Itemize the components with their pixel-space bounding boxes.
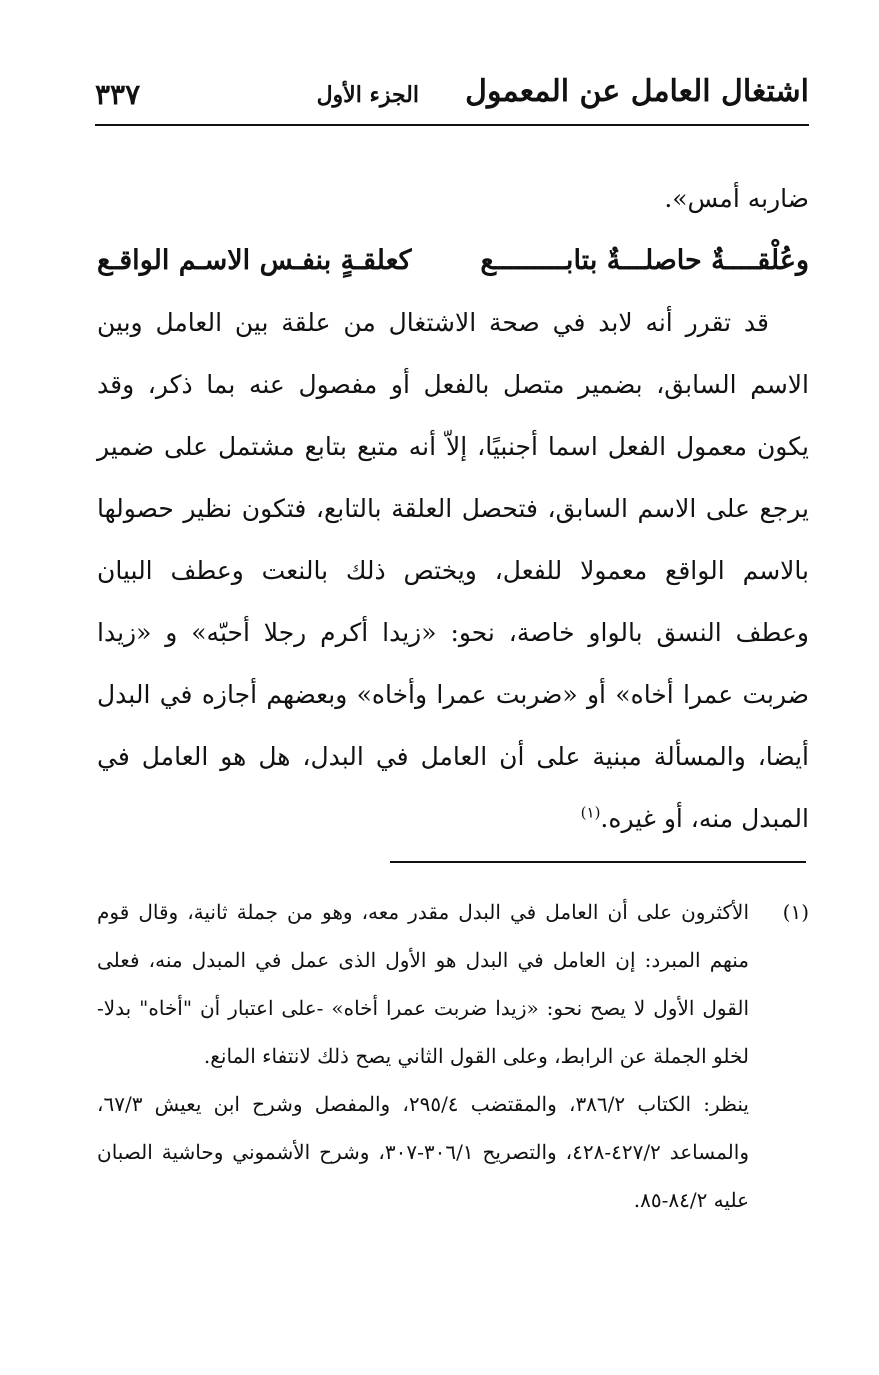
page-number: ٣٣٧: [95, 78, 141, 111]
header-title: اشتغال العامل عن المعمول: [465, 74, 809, 109]
footnote-references: ينظر: الكتاب ٣٨٦/٢، والمقتضب ٢٩٥/٤، والمفصل وشرح ابن يعيش ٦٧/٣، والمساعد ٤٢٧/٢-٤٢٨، والتصريح ٣٠٦/١-٣٠٧، وشرح الأشموني وحاشية الصبان عليه ٨٤/٢-٨٥.: [97, 1092, 749, 1212]
footnote-text: الأكثرون على أن العامل في البدل مقدر معه، وهو من جملة ثانية، وقال قوم منهم المبرد: إن العامل في البدل هو الأول الذى عمل في المبدل منه، فعلى القول الأول لا يصح نحو: «زيدا ضربت عمرا أخاه» -على اعتبار أن "أخاه" بدلا- لخلو الجملة عن الرابط، وعلى القول الثاني يصح ذلك لانتفاء المانع.: [97, 900, 749, 1068]
running-header: [95, 72, 809, 126]
footnote-number: (١): [782, 900, 809, 924]
verse-line: [97, 230, 809, 292]
footnotes: [97, 888, 809, 1224]
footnote-marker[interactable]: (١): [580, 803, 601, 822]
verse-first-hemistich: وعُلْقــــةٌ حاصلـــةٌ بتابـــــــــع: [480, 245, 809, 276]
commentary-paragraph: [97, 292, 809, 850]
footnote-item: [97, 888, 809, 1080]
continuation-line: ضاربه أمس».: [664, 184, 809, 213]
paragraph-text: قد تقرر أنه لابد في صحة الاشتغال من علقة بين العامل وبين الاسم السابق، بضمير متصل بالفعل أو مفصول عنه بما ذكر، وقد يكون معمول الفعل اسما أجنبيًا، إلاّ أنه متبع بتابع مشتمل على ضمير يرجع على الاسم السابق، فتحصل العلقة بالتابع، فتكون نظير حصولها بالاسم الواقع معمولا للفعل، ويختص ذلك بالنعت وعطف البيان وعطف النسق بالواو خاصة، نحو: «زيدا أكرم رجلا أحبّه» و «زيدا ضربت عمرا أخاه» أو «ضربت عمرا وأخاه» وبعضهم أجازه في البدل أيضا، والمسألة مبنية على أن العامل في البدل، هل هو العامل في المبدل منه، أو غيره.: [97, 308, 809, 833]
main-text: [97, 168, 809, 850]
footnote-divider: [390, 861, 806, 863]
verse-second-hemistich: كعلقـةٍ بنفـس الاسـم الواقـع: [97, 245, 412, 276]
header-part: الجزء الأول: [316, 82, 419, 108]
